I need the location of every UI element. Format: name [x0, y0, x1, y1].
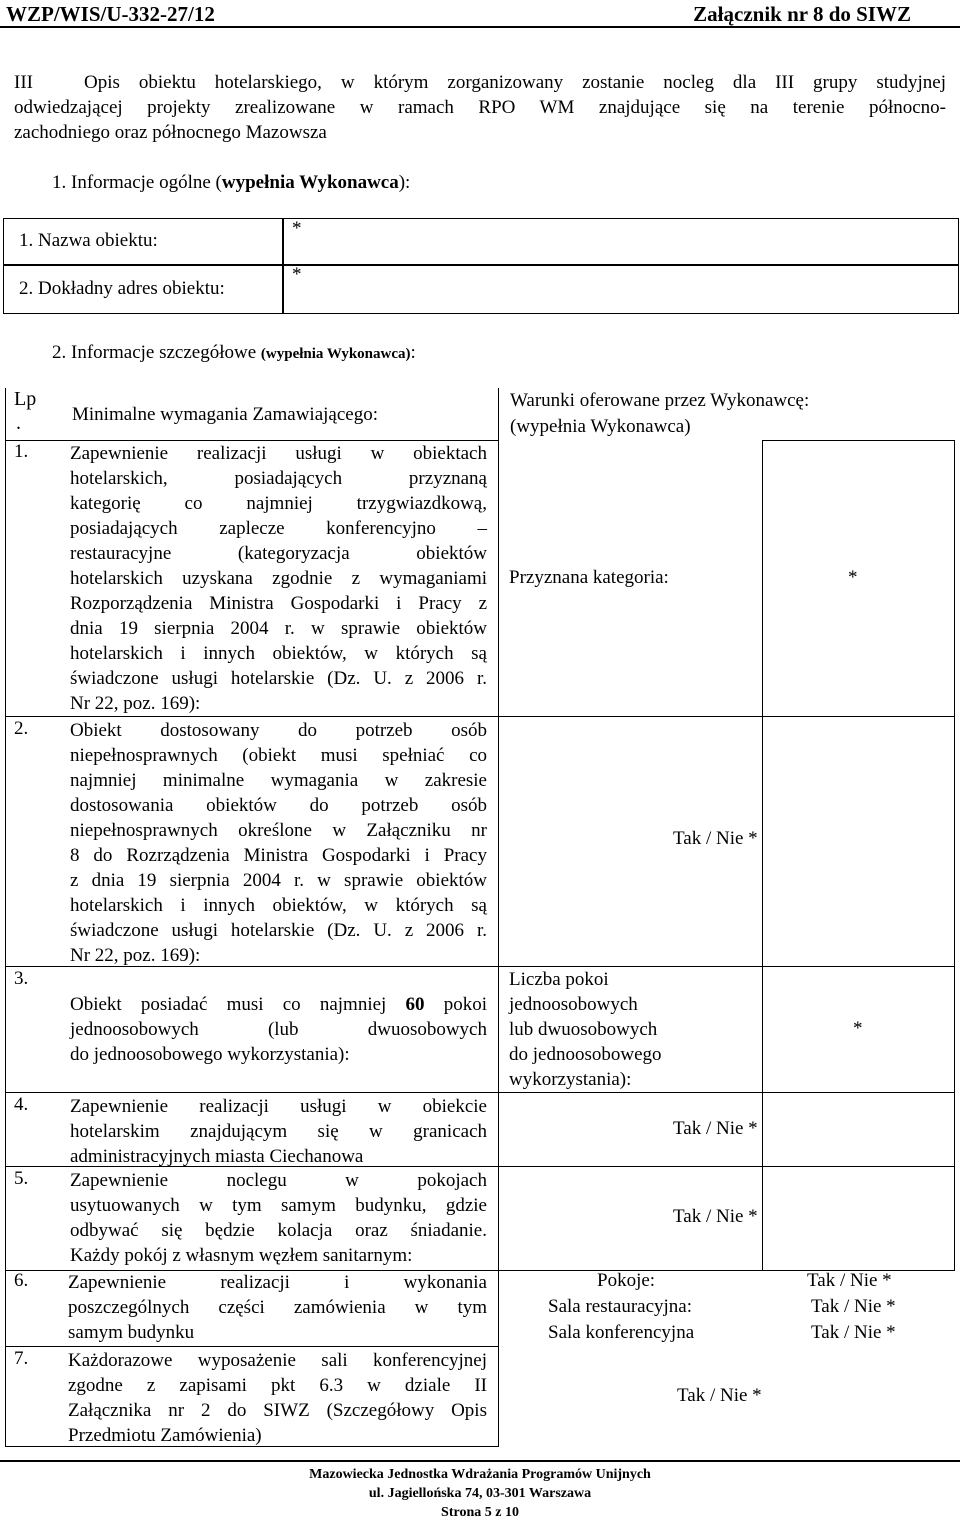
- row5-lp: 5.: [14, 1168, 29, 1189]
- row3-offer-value[interactable]: *: [853, 1018, 863, 1039]
- footer-address: ul. Jagiellońska 74, 03-301 Warszawa: [368, 1486, 592, 1501]
- row3-offer-line: wykorzystania):: [509, 1069, 632, 1090]
- row4-line: Zapewnienie realizacji usługi w obiekcie: [70, 1096, 487, 1117]
- section1-title-prefix: 1. Informacje ogólne (: [52, 172, 222, 193]
- row2-lp: 2.: [14, 718, 29, 739]
- row5-requirement: [70, 1168, 487, 1268]
- row6-restaurant-value[interactable]: Tak / Nie *: [811, 1296, 896, 1317]
- row6-rooms-value[interactable]: Tak / Nie *: [807, 1270, 892, 1291]
- row1-line: hotelarskich i innych obiektów, w których są: [70, 643, 487, 664]
- object-name-value: *: [292, 218, 302, 239]
- row7-offer[interactable]: Tak / Nie *: [677, 1385, 762, 1406]
- row3-offer-line: jednoosobowych: [509, 994, 638, 1015]
- intro-line-1: Opis obiektu hotelarskiego, w którym zorganizowany zostanie nocleg dla III grupy studyjnej: [84, 72, 946, 93]
- row7-line: zgodne z zapisami pkt 6.3 w dziale II: [68, 1375, 487, 1396]
- row1-line: Rozporządzenia Ministra Gospodarki i Pracy z: [70, 593, 487, 614]
- intro-line-2: odwiedzającej projekty zrealizowane w ramach RPO WM znajdujące się na terenie północno-: [14, 97, 946, 118]
- row2-line: najmniej minimalne wymagania w zakresie: [70, 770, 487, 791]
- row2-requirement: [70, 718, 487, 968]
- row1-line: dnia 19 sierpnia 2004 r. w sprawie obiektów: [70, 618, 487, 639]
- row6-conference-label: Sala konferencyjna: [548, 1322, 695, 1343]
- row2-line: hotelarskich i innych obiektów, w których są: [70, 895, 487, 916]
- row5-offer[interactable]: Tak / Nie *: [673, 1206, 758, 1227]
- row2-line: niepełnosprawnych określone w Załączniku nr: [70, 820, 487, 841]
- row6-lp: 6.: [14, 1270, 29, 1291]
- row1-offer-label: Przyznana kategoria:: [509, 567, 669, 588]
- col-lp-dot: .: [16, 412, 21, 434]
- row3-offer-line: lub dwuosobowych: [509, 1019, 658, 1040]
- footer-page-number: Strona 5 z 10: [441, 1505, 519, 1520]
- row1-line: kategorię co najmniej trzygwiazdkową,: [70, 493, 487, 514]
- row4-lp: 4.: [14, 1094, 29, 1115]
- row5-line: Zapewnienie noclegu w pokojach: [70, 1170, 487, 1191]
- row2-line: niepełnosprawnych (obiekt musi spełniać co: [70, 745, 487, 766]
- row1-line: świadczone usługi hotelarskie (Dz. U. z 2006 r.: [70, 668, 487, 689]
- object-name-label: 1. Nazwa obiektu:: [19, 230, 158, 251]
- row3-requirement: [70, 992, 487, 1067]
- attachment-label: Załącznik nr 8 do SIWZ: [693, 2, 911, 26]
- row4-offer[interactable]: Tak / Nie *: [673, 1118, 758, 1139]
- row6-line: Zapewnienie realizacji i wykonania: [68, 1272, 487, 1293]
- row2-line: 8 do Rozrządzenia Ministra Gospodarki i Pracy: [70, 845, 487, 866]
- row3-min-rooms: 60: [405, 994, 425, 1015]
- row3-line-2: jednoosobowych (lub dwuosobowych: [70, 1019, 487, 1040]
- row4-line: hotelarskim znajdującym się w granicach: [70, 1121, 487, 1142]
- document-reference: WZP/WIS/U-332-27/12: [6, 2, 215, 26]
- row5-line: Każdy pokój z własnym węzłem sanitarnym:: [70, 1245, 413, 1266]
- row6-line: poszczególnych części zamówienia w tym: [68, 1297, 487, 1318]
- row2-line: dostosowania obiektów do potrzeb osób: [70, 795, 487, 816]
- row1-line: Nr 22, poz. 169):: [70, 693, 201, 714]
- row3-line1-pre: Obiekt posiadać musi co najmniej: [70, 994, 406, 1015]
- object-address-label: 2. Dokładny adres obiektu:: [19, 278, 225, 299]
- row6-line: samym budynku: [68, 1322, 195, 1343]
- row6-rooms-label: Pokoje:: [597, 1270, 656, 1291]
- row7-requirement: [68, 1348, 487, 1448]
- row1-line: Zapewnienie realizacji usługi w obiektach: [70, 443, 487, 464]
- row2-line: Nr 22, poz. 169):: [70, 945, 201, 966]
- col-offer-subtitle: (wypełnia Wykonawca): [510, 416, 691, 437]
- intro-line-3: zachodniego oraz północnego Mazowsza: [14, 122, 327, 143]
- row3-offer-label: [509, 967, 662, 1092]
- row3-line-3: do jednoosobowego wykorzystania):: [70, 1044, 350, 1065]
- row2-line: Obiekt dostosowany do potrzeb osób: [70, 720, 487, 741]
- footer-institution: Mazowiecka Jednostka Wdrażania Programów Unijnych: [309, 1467, 651, 1482]
- row1-lp: 1.: [14, 441, 29, 462]
- col-requirements: Minimalne wymagania Zamawiającego:: [72, 404, 378, 425]
- row3-offer-line: do jednoosobowego: [509, 1044, 662, 1065]
- row7-line: Załącznika nr 2 do SIWZ (Szczegółowy Opis: [68, 1400, 487, 1421]
- section1-title-bold: wypełnia Wykonawca: [221, 172, 399, 193]
- col-lp: Lp: [14, 388, 37, 410]
- row1-line: restauracyjne (kategoryzacja obiektów: [70, 543, 487, 564]
- row6-restaurant-label: Sala restauracyjna:: [548, 1296, 693, 1317]
- row7-lp: 7.: [14, 1348, 29, 1369]
- row6-conference-value[interactable]: Tak / Nie *: [811, 1322, 896, 1343]
- row6-requirement: [68, 1270, 487, 1345]
- section2-title-prefix: 2. Informacje szczegółowe: [52, 342, 261, 363]
- row2-offer[interactable]: Tak / Nie *: [673, 828, 758, 849]
- row3-line1-post: pokoi: [424, 994, 487, 1015]
- row1-line: hotelarskich uzyskana zgodnie z wymaganiami: [70, 568, 487, 589]
- row4-line: administracyjnych miasta Ciechanowa: [70, 1146, 364, 1167]
- intro-number: III: [14, 72, 33, 93]
- row5-line: odbywać się będzie kolacja oraz śniadanie.: [70, 1220, 487, 1241]
- footer-rule: [0, 1460, 960, 1462]
- row5-line: usytuowanych w tym samym budynku, gdzie: [70, 1195, 487, 1216]
- row1-line: hotelarskich, posiadających przyznaną: [70, 468, 487, 489]
- row2-line: świadczone usługi hotelarskie (Dz. U. z 2006 r.: [70, 920, 487, 941]
- section1-title-suffix: ):: [398, 172, 411, 193]
- row3-lp: 3.: [14, 968, 29, 989]
- col-offer-title: Warunki oferowane przez Wykonawcę:: [510, 390, 810, 411]
- section2-title-suffix: :: [410, 342, 416, 363]
- section2-title-small: (wypełnia Wykonawca): [260, 346, 411, 362]
- row3-line-1: [70, 992, 487, 1017]
- row3-offer-line: Liczba pokoi: [509, 969, 609, 990]
- row2-line: z dnia 19 sierpnia 2004 r. w sprawie obiektów: [70, 870, 487, 891]
- row7-line: Każdorazowe wyposażenie sali konferencyjnej: [68, 1350, 487, 1371]
- row1-offer-value[interactable]: *: [848, 567, 858, 588]
- row1-requirement: [70, 441, 487, 716]
- row4-requirement: [70, 1094, 487, 1169]
- object-address-value: *: [292, 264, 302, 285]
- row7-line: Przedmiotu Zamówienia): [68, 1425, 262, 1446]
- row1-line: posiadających zaplecze konferencyjno –: [70, 518, 487, 539]
